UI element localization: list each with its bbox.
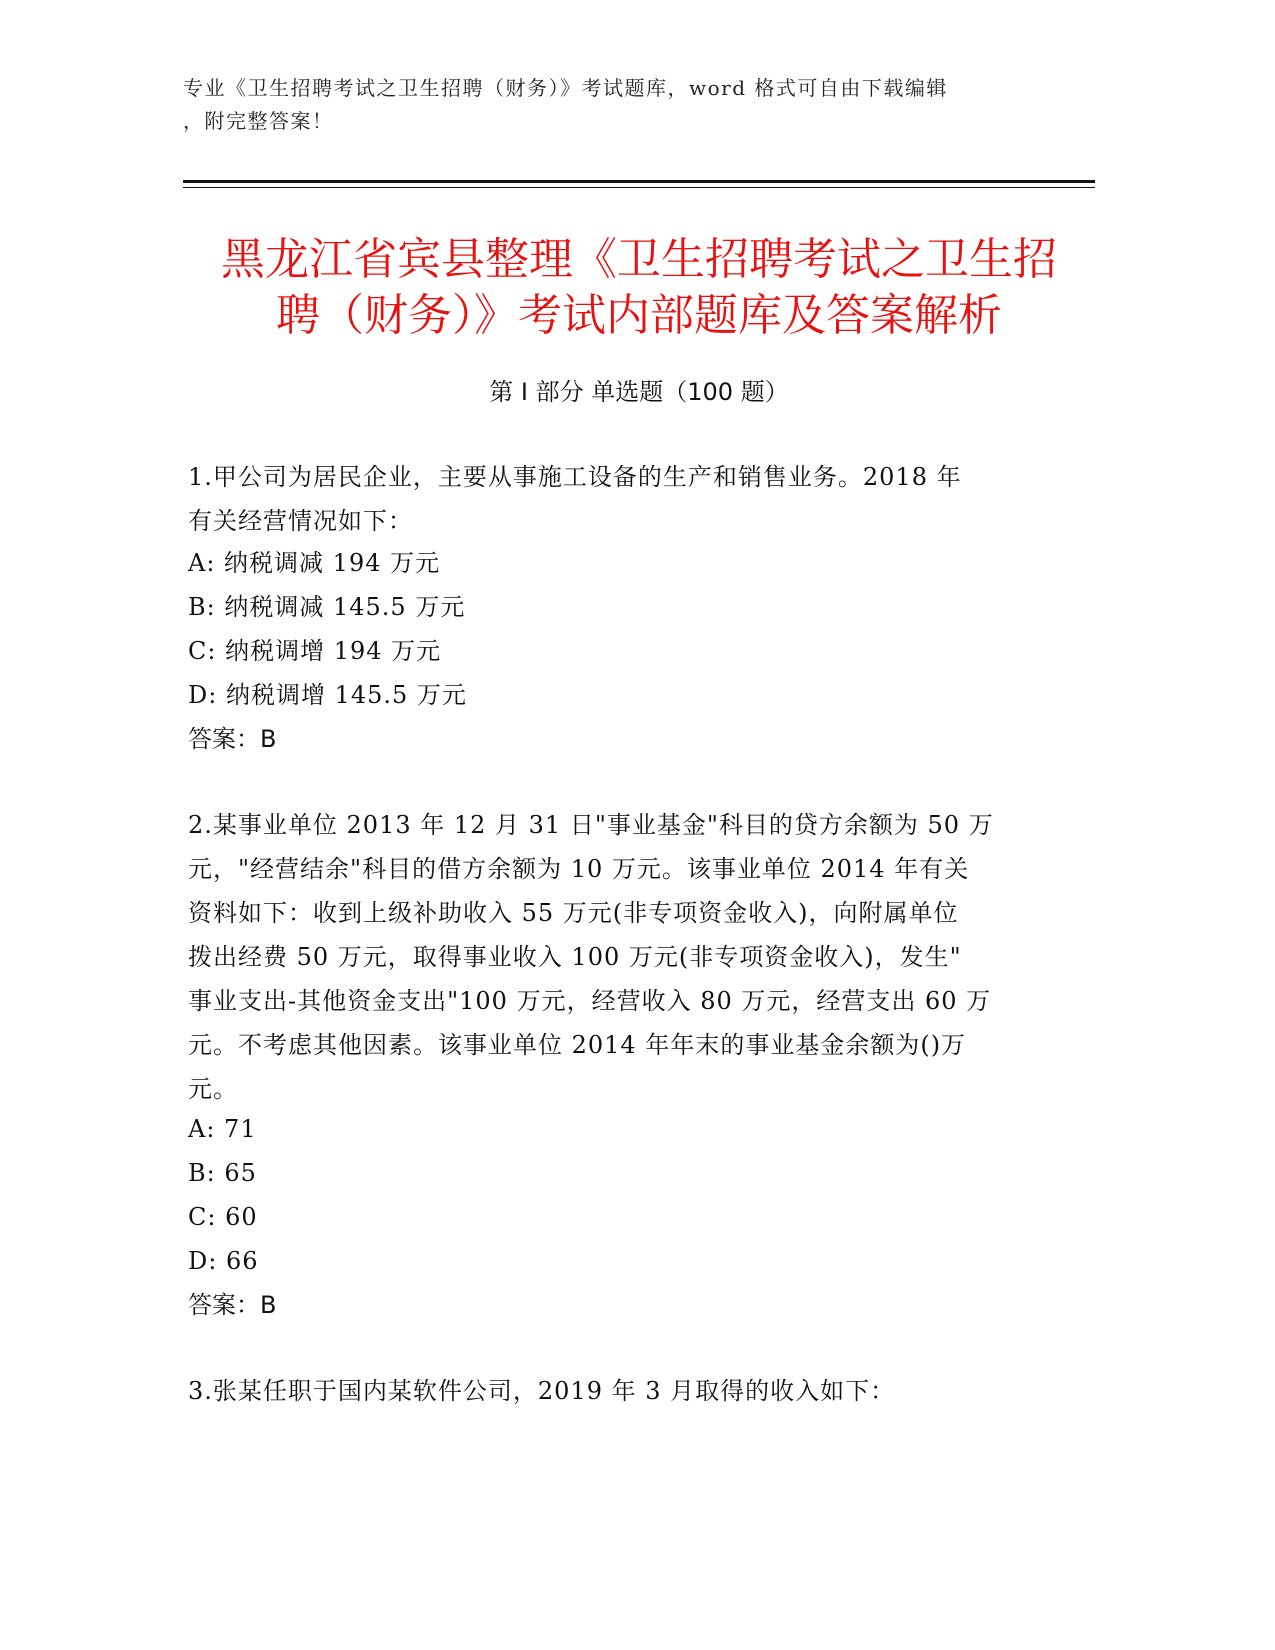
question-1-option-a: A: 纳税调减 194 万元: [188, 549, 441, 577]
question-2-option-a: A: 71: [188, 1115, 257, 1143]
question-2-stem: [188, 803, 1068, 1111]
question-2-option-c: C: 60: [188, 1203, 258, 1231]
document-title-line-1: 黑龙江省宾县整理《卫生招聘考试之卫生招: [221, 234, 1057, 285]
question-2-stem-line: 元，"经营结余"科目的借方余额为 10 万元。该事业单位 2014 年有关: [188, 855, 970, 883]
question-2-stem-line: 资料如下：收到上级补助收入 55 万元(非专项资金收入)，向附属单位: [188, 899, 959, 927]
document-title: [183, 232, 1095, 344]
question-2-stem-line: 元。不考虑其他因素。该事业单位 2014 年年末的事业基金余额为()万: [188, 1031, 967, 1059]
section-heading: 第 I 部分 单选题（100 题）: [489, 378, 789, 406]
question-1-stem-line: 1.甲公司为居民企业，主要从事施工设备的生产和销售业务。2018 年: [188, 463, 962, 491]
header-note: [183, 72, 1063, 138]
question-2-answer: 答案：B: [188, 1291, 277, 1319]
question-3-stem-line: 3.张某任职于国内某软件公司，2019 年 3 月取得的收入如下：: [188, 1377, 896, 1405]
header-rule-thin: [183, 187, 1095, 188]
question-1-option-b: B: 纳税调减 145.5 万元: [188, 593, 466, 621]
header-note-line-1: 专业《卫生招聘考试之卫生招聘（财务）》考试题库，word 格式可自由下载编辑: [183, 76, 948, 100]
question-3-stem: [188, 1369, 1068, 1413]
question-2-stem-line: 拨出经费 50 万元，取得事业收入 100 万元(非专项资金收入)，发生": [188, 943, 962, 971]
document-title-line-2: 聘（财务）》考试内部题库及答案解析: [276, 290, 1002, 341]
question-2-stem-line: 事业支出-其他资金支出"100 万元，经营收入 80 万元，经营支出 60 万: [188, 987, 992, 1015]
question-1-answer: 答案：B: [188, 725, 277, 753]
question-2-stem-line: 元。: [188, 1075, 238, 1103]
question-2-option-b: B: 65: [188, 1159, 257, 1187]
question-1-option-c: C: 纳税调增 194 万元: [188, 637, 442, 665]
question-2-option-d: D: 66: [188, 1247, 259, 1275]
question-1-option-d: D: 纳税调增 145.5 万元: [188, 681, 467, 709]
question-1-stem: [188, 455, 1068, 543]
question-2-stem-line: 2.某事业单位 2013 年 12 月 31 日"事业基金"科目的贷方余额为 50 万: [188, 811, 994, 839]
header-note-line-2: ，附完整答案！: [183, 109, 334, 133]
question-1-stem-line: 有关经营情况如下：: [188, 507, 413, 535]
header-rule-thick: [183, 180, 1095, 183]
